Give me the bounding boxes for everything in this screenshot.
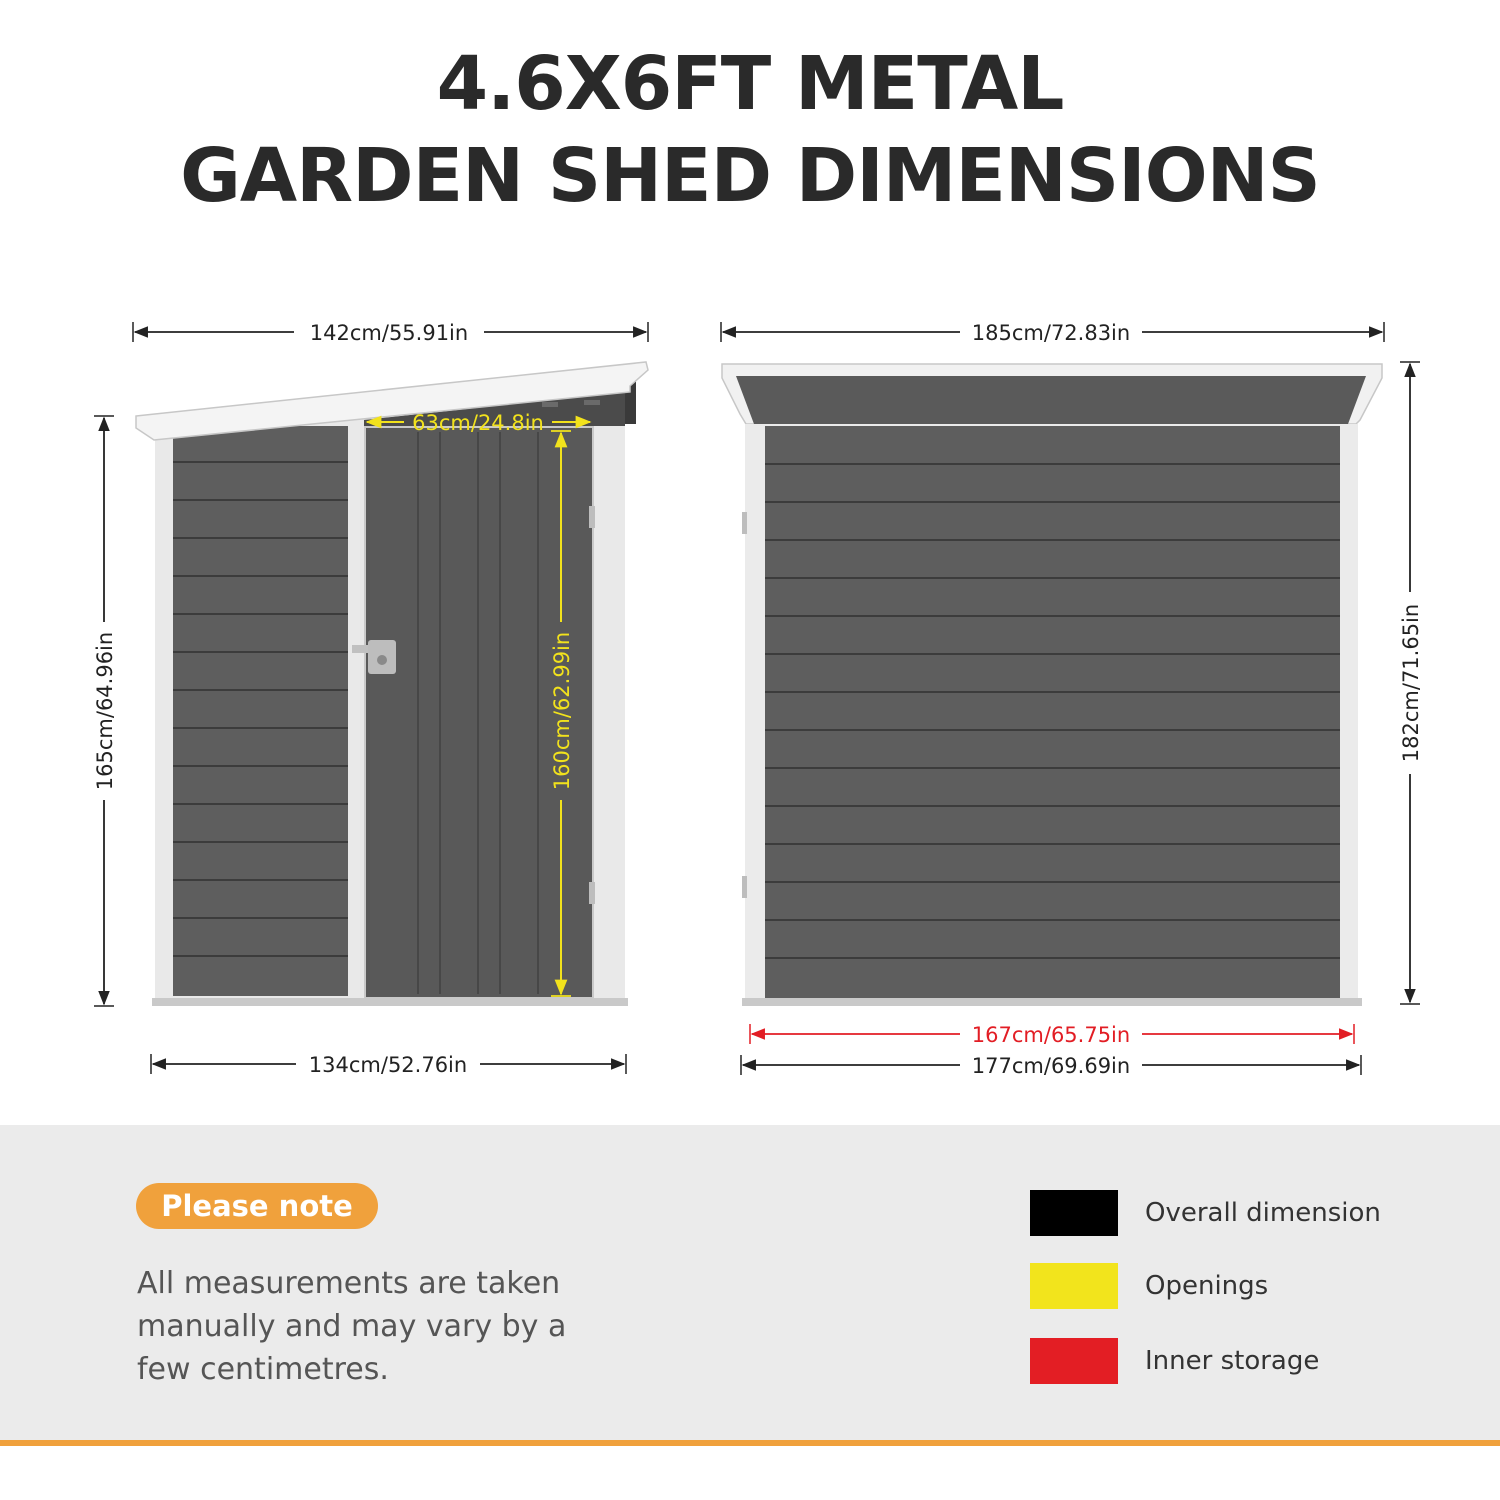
side-wall-panel: [173, 426, 348, 996]
door-width-label: 63cm/24.8in: [412, 411, 544, 435]
front-height-dim: [1399, 362, 1423, 1004]
title-line-2: GARDEN SHED DIMENSIONS: [180, 133, 1320, 219]
legend-label-openings: Openings: [1145, 1271, 1269, 1301]
door-height-label: 160cm/62.99in: [550, 631, 574, 791]
front-view-shed: [722, 364, 1382, 1006]
side-height-dim: [93, 416, 117, 1006]
legend-swatch-openings: [1030, 1263, 1118, 1309]
front-roof-underside: [736, 376, 1366, 424]
note-text: All measurements are taken manually and may vary by a few centimetres.: [137, 1266, 567, 1387]
front-base-width-dim: [741, 1054, 1361, 1078]
front-height-label: 182cm/71.65in: [1399, 603, 1423, 763]
door-hinge-bottom: [589, 882, 595, 904]
side-bottom-width-dim: [151, 1053, 626, 1077]
legend-swatch-overall: [1030, 1190, 1118, 1236]
front-top-width-label: 185cm/72.83in: [971, 321, 1131, 345]
side-height-label: 165cm/64.96in: [93, 631, 117, 791]
legend-label-overall: Overall dimension: [1145, 1198, 1381, 1228]
please-note-badge: Please note: [136, 1183, 378, 1229]
side-top-width-dim: [133, 321, 648, 345]
side-top-width-label: 142cm/55.91in: [309, 321, 469, 345]
side-bottom-width-label: 134cm/52.76in: [308, 1053, 468, 1077]
door-hinge-top: [589, 506, 595, 528]
front-base: [742, 998, 1362, 1006]
front-hinge-bottom: [742, 876, 747, 898]
front-hinge-top: [742, 512, 747, 534]
side-base: [152, 998, 628, 1006]
front-base-width-label: 177cm/69.69in: [971, 1054, 1131, 1078]
front-wall-panel: [765, 426, 1340, 1000]
front-top-width-dim: [721, 321, 1384, 345]
title-line-1: 4.6X6FT METAL: [436, 41, 1064, 127]
legend-swatch-inner-storage: [1030, 1338, 1118, 1384]
legend-label-inner-storage: Inner storage: [1145, 1346, 1320, 1376]
front-inner-width-label: 167cm/65.75in: [971, 1023, 1131, 1047]
accent-strip: [0, 1440, 1500, 1446]
front-inner-width-dim: [750, 1023, 1354, 1047]
